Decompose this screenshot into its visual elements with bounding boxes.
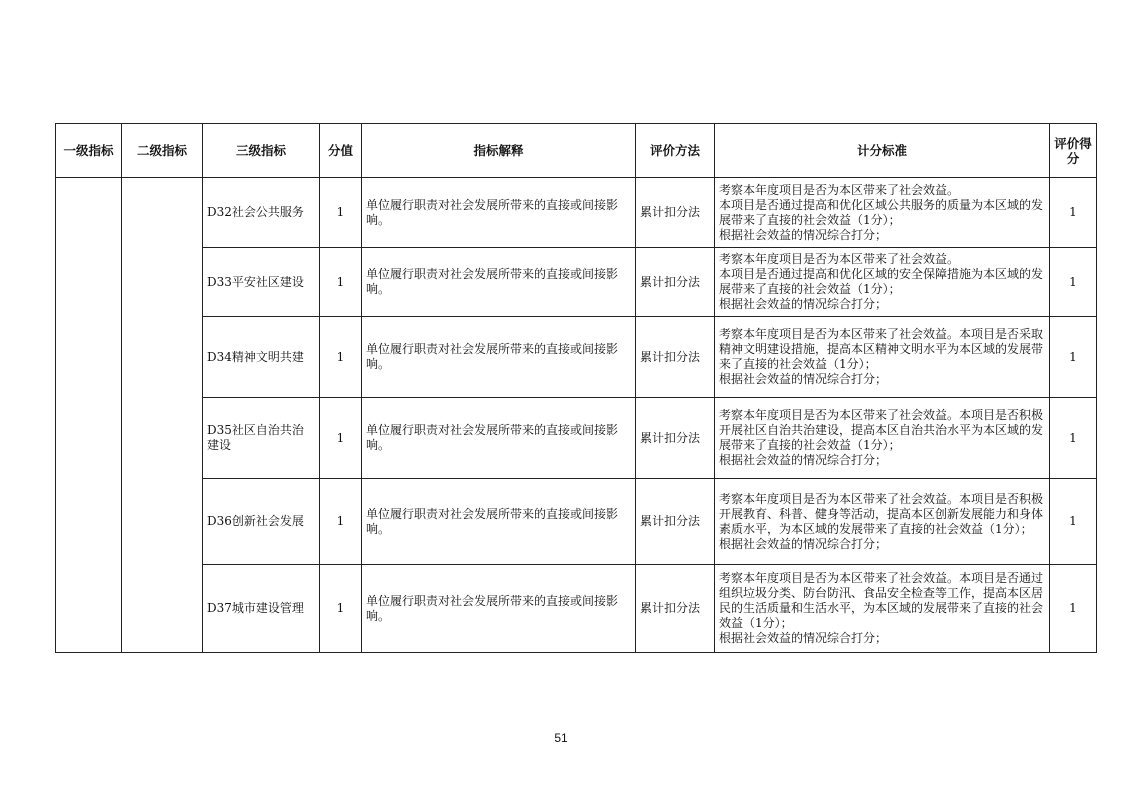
header-criteria: 计分标准	[715, 124, 1050, 178]
header-explanation: 指标解释	[362, 124, 636, 178]
result-cell: 1	[1050, 248, 1097, 317]
explanation-cell: 单位履行职责对社会发展所带来的直接或间接影响。	[362, 565, 636, 653]
criteria-cell	[715, 565, 1050, 653]
level2-cell	[122, 178, 203, 653]
explanation-cell: 单位履行职责对社会发展所带来的直接或间接影响。	[362, 178, 636, 248]
criteria-line: 根据社会效益的情况综合打分；	[719, 372, 888, 386]
criteria-line: 本项目是否通过提高和优化区域的安全保障措施为本区域的发展带来了直接的社会效益（1分）；	[719, 267, 1044, 296]
header-level1: 一级指标	[56, 124, 122, 178]
criteria-line: 根据社会效益的情况综合打分；	[719, 227, 888, 242]
criteria-line: 根据社会效益的情况综合打分；	[719, 297, 888, 311]
table-row	[56, 398, 1097, 479]
indicator-cell: D37城市建设管理	[203, 565, 320, 653]
score-cell: 1	[320, 178, 362, 248]
evaluation-table	[55, 123, 1097, 653]
score-cell: 1	[320, 565, 362, 653]
explanation-cell: 单位履行职责对社会发展所带来的直接或间接影响。	[362, 479, 636, 565]
header-result: 评价得分	[1050, 124, 1097, 178]
method-cell: 累计扣分法	[636, 317, 715, 398]
explanation-cell: 单位履行职责对社会发展所带来的直接或间接影响。	[362, 317, 636, 398]
method-cell: 累计扣分法	[636, 565, 715, 653]
criteria-cell	[715, 398, 1050, 479]
score-cell: 1	[320, 248, 362, 317]
criteria-cell	[715, 178, 1050, 248]
page-number: 51	[554, 731, 568, 745]
level1-cell	[56, 178, 122, 653]
table-row	[56, 479, 1097, 565]
table-row	[56, 565, 1097, 653]
indicator-cell: D34精神文明共建	[203, 317, 320, 398]
criteria-line: 考察本年度项目是否为本区带来了社会效益。本项目是否采取精神文明建设措施，提高本区精神文明水平为本区域的发展带来了直接的社会效益（1分）；	[719, 327, 1044, 371]
explanation-cell: 单位履行职责对社会发展所带来的直接或间接影响。	[362, 398, 636, 479]
criteria-line: 考察本年度项目是否为本区带来了社会效益。	[719, 252, 960, 266]
method-cell: 累计扣分法	[636, 178, 715, 248]
method-cell: 累计扣分法	[636, 248, 715, 317]
criteria-cell	[715, 479, 1050, 565]
criteria-cell	[715, 248, 1050, 317]
criteria-line: 根据社会效益的情况综合打分；	[719, 631, 888, 645]
indicator-cell: D32社会公共服务	[203, 178, 320, 248]
table-row	[56, 317, 1097, 398]
score-cell: 1	[320, 479, 362, 565]
table-body	[56, 178, 1097, 653]
explanation-cell: 单位履行职责对社会发展所带来的直接或间接影响。	[362, 248, 636, 317]
criteria-line: 根据社会效益的情况综合打分；	[719, 453, 888, 467]
header-level2: 二级指标	[122, 124, 203, 178]
result-cell: 1	[1050, 398, 1097, 479]
criteria-line: 本项目是否通过提高和优化区域公共服务的质量为本区域的发展带来了直接的社会效益（1分）；	[719, 197, 1044, 227]
indicator-cell: D35社区自治共治建设	[203, 398, 320, 479]
result-cell: 1	[1050, 178, 1097, 248]
result-cell: 1	[1050, 565, 1097, 653]
result-cell: 1	[1050, 317, 1097, 398]
header-level3: 三级指标	[203, 124, 320, 178]
criteria-line: 考察本年度项目是否为本区带来了社会效益。本项目是否通过组织垃圾分类、防台防汛、食品安全检查等工作，提高本区居民的生活质量和生活水平，为本区域的发展带来了直接的社会效益（1分）；	[719, 571, 1044, 630]
score-cell: 1	[320, 398, 362, 479]
indicator-cell: D33平安社区建设	[203, 248, 320, 317]
table-row	[56, 178, 1097, 248]
criteria-cell	[715, 317, 1050, 398]
criteria-line: 根据社会效益的情况综合打分；	[719, 536, 888, 551]
header-row	[56, 124, 1097, 178]
criteria-line: 考察本年度项目是否为本区带来了社会效益。	[719, 182, 960, 197]
method-cell: 累计扣分法	[636, 398, 715, 479]
score-cell: 1	[320, 317, 362, 398]
table-row	[56, 248, 1097, 317]
criteria-line: 考察本年度项目是否为本区带来了社会效益。本项目是否积极开展教育、科普、健身等活动，提高本区创新发展能力和身体素质水平，为本区域的发展带来了直接的社会效益（1分）；	[719, 491, 1044, 536]
result-cell: 1	[1050, 479, 1097, 565]
indicator-cell: D36创新社会发展	[203, 479, 320, 565]
header-score: 分值	[320, 124, 362, 178]
criteria-line: 考察本年度项目是否为本区带来了社会效益。本项目是否积极开展社区自治共治建设，提高本区自治共治水平为本区域的发展带来了直接的社会效益（1分）；	[719, 408, 1044, 452]
header-method: 评价方法	[636, 124, 715, 178]
method-cell: 累计扣分法	[636, 479, 715, 565]
